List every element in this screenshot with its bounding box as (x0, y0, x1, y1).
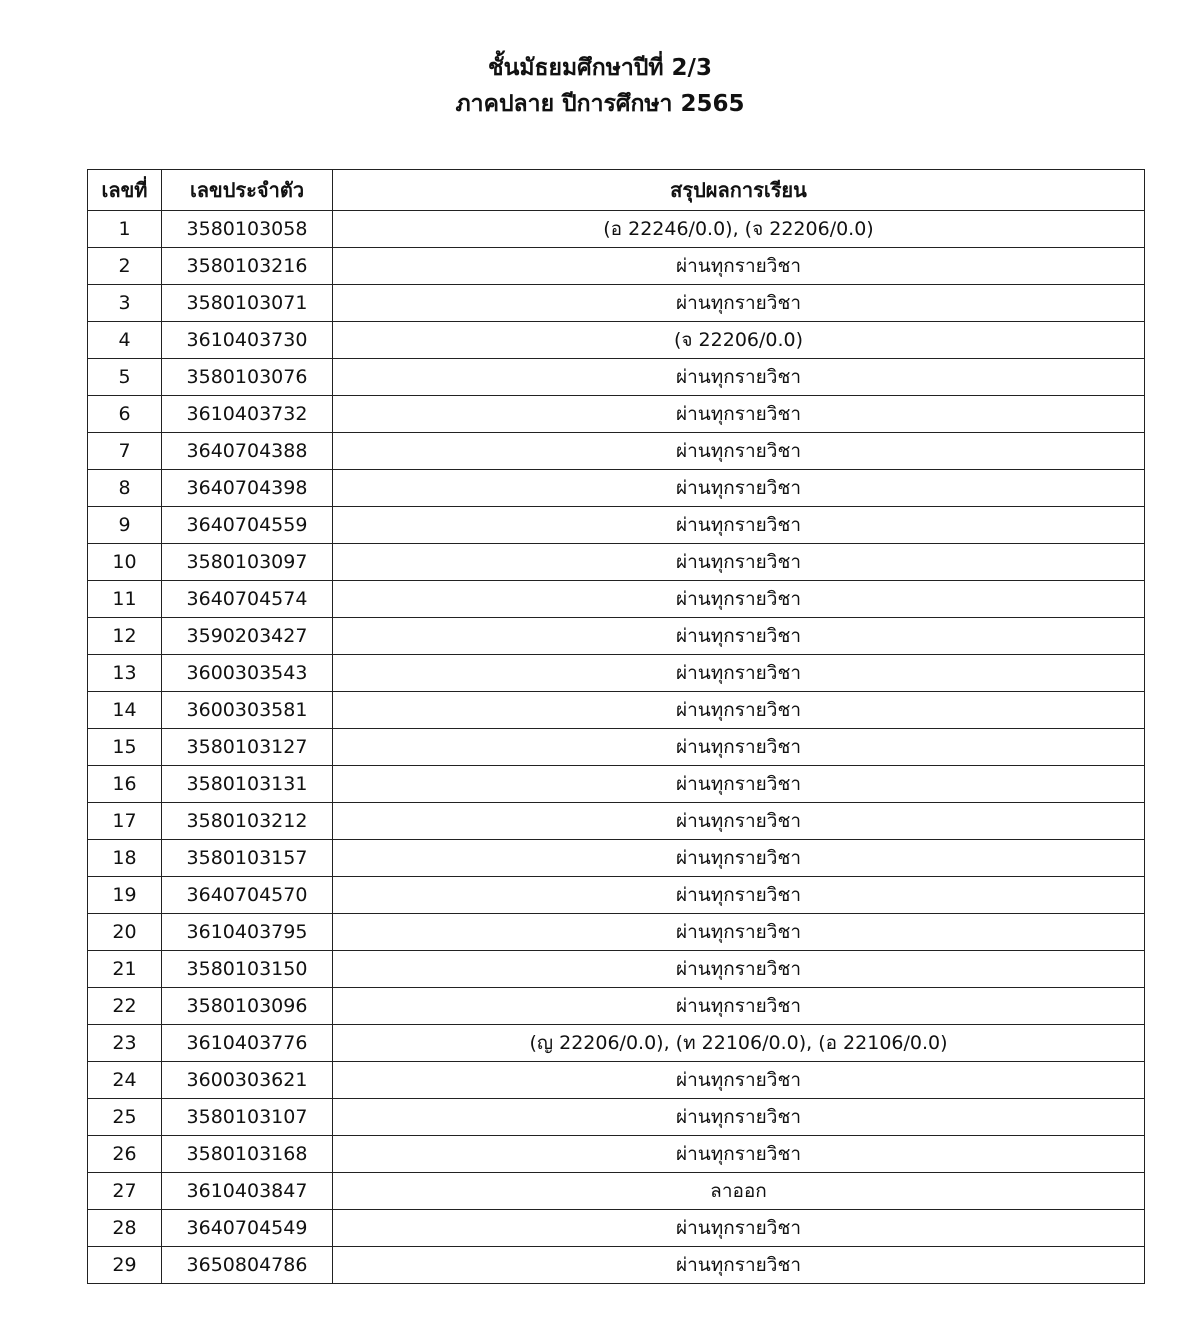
result-summary: ผ่านทุกรายวิชา (333, 470, 1145, 507)
student-id: 3580103096 (162, 988, 333, 1025)
row-number: 28 (88, 1210, 162, 1247)
student-id: 3590203427 (162, 618, 333, 655)
row-number: 10 (88, 544, 162, 581)
column-header-student-id: เลขประจำตัว (162, 170, 333, 211)
result-summary: ผ่านทุกรายวิชา (333, 618, 1145, 655)
result-summary: ผ่านทุกรายวิชา (333, 507, 1145, 544)
column-header-number: เลขที่ (88, 170, 162, 211)
student-id: 3650804786 (162, 1247, 333, 1284)
column-header-summary: สรุปผลการเรียน (333, 170, 1145, 211)
results-table (87, 169, 1145, 1284)
row-number: 2 (88, 248, 162, 285)
result-summary: ผ่านทุกรายวิชา (333, 285, 1145, 322)
student-id: 3580103168 (162, 1136, 333, 1173)
table-row (88, 914, 1145, 951)
result-summary: ผ่านทุกรายวิชา (333, 396, 1145, 433)
row-number: 18 (88, 840, 162, 877)
student-id: 3580103127 (162, 729, 333, 766)
row-number: 27 (88, 1173, 162, 1210)
result-summary: ผ่านทุกรายวิชา (333, 1099, 1145, 1136)
table-row (88, 988, 1145, 1025)
result-summary: ผ่านทุกรายวิชา (333, 766, 1145, 803)
row-number: 14 (88, 692, 162, 729)
table-row (88, 1173, 1145, 1210)
row-number: 13 (88, 655, 162, 692)
student-id: 3640704570 (162, 877, 333, 914)
result-summary: (ญ 22206/0.0), (ท 22106/0.0), (อ 22106/0.0) (333, 1025, 1145, 1062)
table-row (88, 766, 1145, 803)
student-id: 3580103216 (162, 248, 333, 285)
row-number: 21 (88, 951, 162, 988)
row-number: 7 (88, 433, 162, 470)
table-row (88, 1247, 1145, 1284)
student-id: 3610403730 (162, 322, 333, 359)
document-header (0, 50, 1200, 122)
table-row (88, 951, 1145, 988)
row-number: 16 (88, 766, 162, 803)
row-number: 11 (88, 581, 162, 618)
table-row (88, 507, 1145, 544)
table-row (88, 1210, 1145, 1247)
row-number: 3 (88, 285, 162, 322)
table-row (88, 433, 1145, 470)
table-row (88, 581, 1145, 618)
result-summary: ผ่านทุกรายวิชา (333, 655, 1145, 692)
result-summary: ผ่านทุกรายวิชา (333, 988, 1145, 1025)
page-subtitle: ภาคปลาย ปีการศึกษา 2565 (455, 91, 745, 117)
result-summary: ผ่านทุกรายวิชา (333, 914, 1145, 951)
student-id: 3600303621 (162, 1062, 333, 1099)
row-number: 20 (88, 914, 162, 951)
student-id: 3610403795 (162, 914, 333, 951)
student-id: 3600303581 (162, 692, 333, 729)
result-summary: ผ่านทุกรายวิชา (333, 803, 1145, 840)
table-row (88, 618, 1145, 655)
row-number: 23 (88, 1025, 162, 1062)
result-summary: (อ 22246/0.0), (จ 22206/0.0) (333, 211, 1145, 248)
result-summary: ผ่านทุกรายวิชา (333, 1136, 1145, 1173)
table-header-row (88, 170, 1145, 211)
table-row (88, 322, 1145, 359)
student-id: 3610403776 (162, 1025, 333, 1062)
row-number: 26 (88, 1136, 162, 1173)
student-id: 3580103058 (162, 211, 333, 248)
table-row (88, 692, 1145, 729)
result-summary: ผ่านทุกรายวิชา (333, 248, 1145, 285)
table-row (88, 211, 1145, 248)
row-number: 25 (88, 1099, 162, 1136)
table-row (88, 1099, 1145, 1136)
table-row (88, 248, 1145, 285)
result-summary: ผ่านทุกรายวิชา (333, 1062, 1145, 1099)
table-row (88, 396, 1145, 433)
result-summary: ผ่านทุกรายวิชา (333, 951, 1145, 988)
row-number: 15 (88, 729, 162, 766)
table-row (88, 1025, 1145, 1062)
student-id: 3640704398 (162, 470, 333, 507)
student-id: 3580103097 (162, 544, 333, 581)
student-id: 3640704549 (162, 1210, 333, 1247)
student-id: 3580103107 (162, 1099, 333, 1136)
student-id: 3580103157 (162, 840, 333, 877)
row-number: 9 (88, 507, 162, 544)
result-summary: ผ่านทุกรายวิชา (333, 544, 1145, 581)
row-number: 8 (88, 470, 162, 507)
table-row (88, 655, 1145, 692)
table-row (88, 840, 1145, 877)
result-summary: ลาออก (333, 1173, 1145, 1210)
student-id: 3610403847 (162, 1173, 333, 1210)
student-id: 3580103150 (162, 951, 333, 988)
result-summary: ผ่านทุกรายวิชา (333, 692, 1145, 729)
row-number: 6 (88, 396, 162, 433)
table-row (88, 1062, 1145, 1099)
table-row (88, 803, 1145, 840)
page-title: ชั้นมัธยมศึกษาปีที่ 2/3 (488, 55, 712, 81)
result-summary: ผ่านทุกรายวิชา (333, 877, 1145, 914)
table-row (88, 544, 1145, 581)
table-row (88, 470, 1145, 507)
student-id: 3580103071 (162, 285, 333, 322)
result-summary: ผ่านทุกรายวิชา (333, 1247, 1145, 1284)
student-id: 3610403732 (162, 396, 333, 433)
result-summary: ผ่านทุกรายวิชา (333, 1210, 1145, 1247)
result-summary: ผ่านทุกรายวิชา (333, 729, 1145, 766)
table-row (88, 729, 1145, 766)
row-number: 5 (88, 359, 162, 396)
row-number: 22 (88, 988, 162, 1025)
row-number: 19 (88, 877, 162, 914)
student-id: 3640704559 (162, 507, 333, 544)
result-summary: (จ 22206/0.0) (333, 322, 1145, 359)
row-number: 24 (88, 1062, 162, 1099)
row-number: 4 (88, 322, 162, 359)
row-number: 17 (88, 803, 162, 840)
student-id: 3580103212 (162, 803, 333, 840)
result-summary: ผ่านทุกรายวิชา (333, 433, 1145, 470)
result-summary: ผ่านทุกรายวิชา (333, 840, 1145, 877)
row-number: 12 (88, 618, 162, 655)
student-id: 3600303543 (162, 655, 333, 692)
table-body (88, 211, 1145, 1284)
student-id: 3580103076 (162, 359, 333, 396)
result-summary: ผ่านทุกรายวิชา (333, 359, 1145, 396)
table-row (88, 1136, 1145, 1173)
student-id: 3640704388 (162, 433, 333, 470)
table-row (88, 359, 1145, 396)
student-id: 3640704574 (162, 581, 333, 618)
table-row (88, 285, 1145, 322)
student-id: 3580103131 (162, 766, 333, 803)
result-summary: ผ่านทุกรายวิชา (333, 581, 1145, 618)
table-row (88, 877, 1145, 914)
row-number: 29 (88, 1247, 162, 1284)
row-number: 1 (88, 211, 162, 248)
